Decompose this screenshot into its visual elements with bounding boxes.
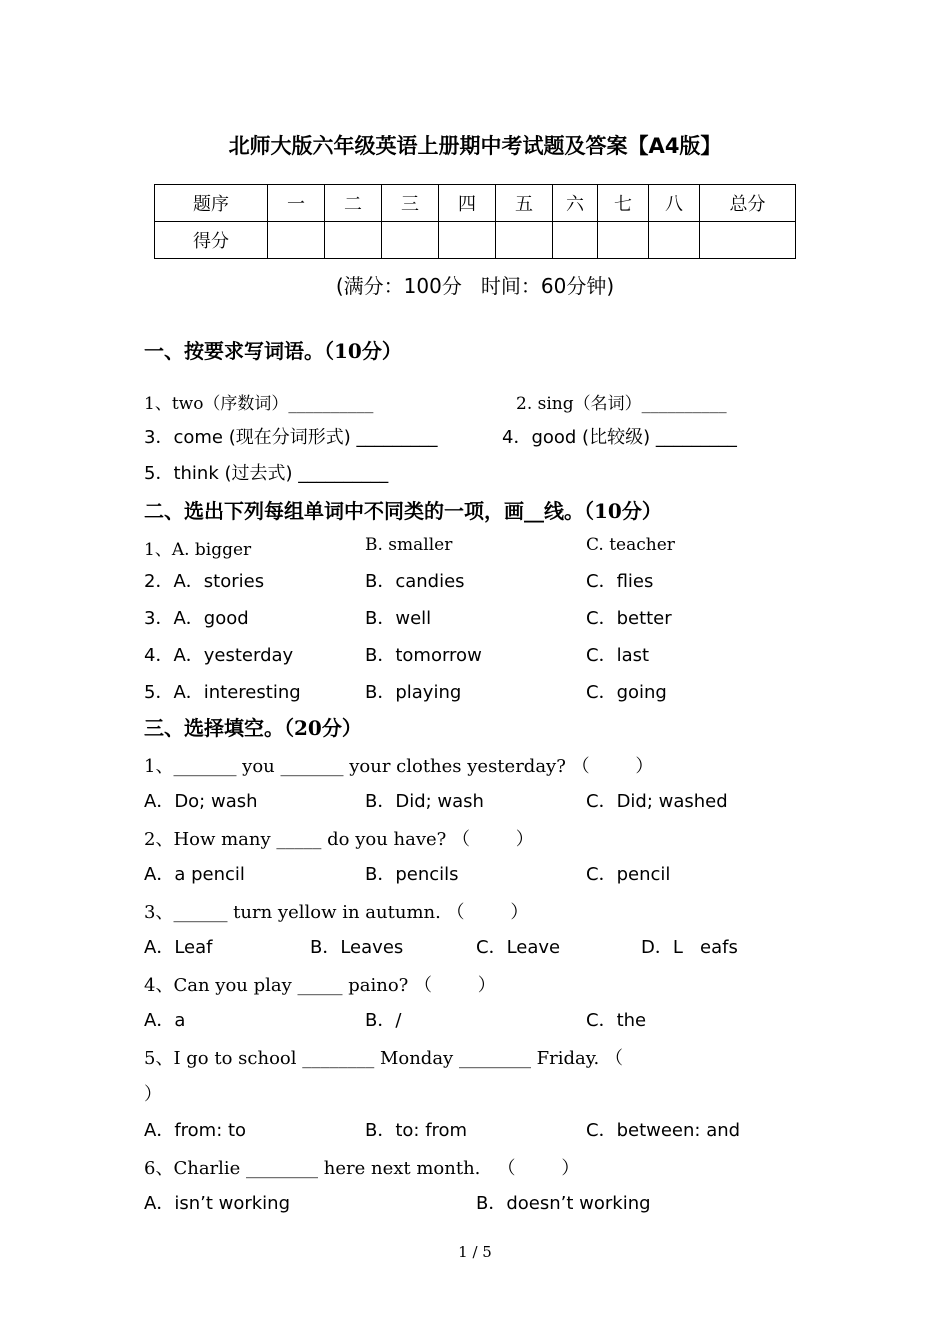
score-table-cell: 题序	[155, 185, 268, 222]
s3-q5-option-c: C．between: and	[586, 1120, 741, 1141]
score-table-cell: 二	[325, 185, 382, 222]
s3-q3-option-c: C．Leave	[476, 937, 561, 958]
s2-row-5-b: B．playing	[365, 682, 462, 703]
s3-question-6: 6、Charlie ________ here next month. （ ）	[144, 1158, 580, 1179]
s2-row-5-a: 5．A．interesting	[144, 682, 301, 703]
s1-question-2: 2. sing（名词）__________	[516, 394, 727, 414]
s3-q1-option-c: C．Did; washed	[586, 791, 728, 812]
s2-row-3-c: C．better	[586, 608, 672, 629]
s2-row-2-a: 2．A．stories	[144, 571, 265, 592]
score-table-cell: 总分	[700, 185, 796, 222]
s2-row-1-c: C. teacher	[586, 535, 675, 555]
score-table-cell: 一	[268, 185, 325, 222]
score-cell	[700, 222, 796, 259]
score-table-cell: 五	[496, 185, 553, 222]
score-cell	[553, 222, 598, 259]
score-cell	[382, 222, 439, 259]
s3-q5-option-b: B．to: from	[365, 1120, 468, 1141]
s2-row-4-a: 4．A．yesterday	[144, 645, 294, 666]
s2-row-1-b: B. smaller	[365, 535, 453, 555]
s2-row-2-b: B．candies	[365, 571, 465, 592]
s2-row-1-a: 1、A. bigger	[144, 540, 252, 560]
score-row-label: 得分	[155, 222, 268, 259]
s3-q1-option-b: B．Did; wash	[365, 791, 484, 812]
s3-q2-option-b: B．pencils	[365, 864, 459, 885]
s3-q4-option-c: C．the	[586, 1010, 647, 1031]
score-table-cell: 三	[382, 185, 439, 222]
s3-question-3: 3、______ turn yellow in autumn. （ ）	[144, 902, 529, 923]
score-table-cell: 七	[598, 185, 649, 222]
s2-row-4-b: B．tomorrow	[365, 645, 482, 666]
section-2-title: 二、选出下列每组单词中不同类的一项，画__线。（10分）	[144, 499, 662, 523]
s3-q1-option-a: A．Do; wash	[144, 791, 258, 812]
score-table-cell: 八	[649, 185, 700, 222]
s3-q2-option-a: A．a pencil	[144, 864, 245, 885]
score-table	[154, 184, 796, 259]
s3-q4-option-b: B．/	[365, 1010, 402, 1031]
s1-question-4: 4．good (比较级) _________	[502, 427, 737, 448]
s3-q4-option-a: A．a	[144, 1010, 186, 1031]
s2-row-2-c: C．flies	[586, 571, 654, 592]
s3-q5-option-a: A．from: to	[144, 1120, 247, 1141]
s3-q6-option-a: A．isn’t working	[144, 1193, 290, 1214]
score-table-cell: 六	[553, 185, 598, 222]
score-time-note: (满分：100分 时间：60分钟)	[335, 274, 615, 298]
s3-q3-option-d: D．L eafs	[641, 937, 738, 958]
s2-row-4-c: C．last	[586, 645, 650, 666]
score-table-cell: 四	[439, 185, 496, 222]
score-table-score-row	[155, 222, 796, 259]
s3-question-5: 5、I go to school ________ Monday ________ Friday. （	[144, 1048, 623, 1069]
score-cell	[496, 222, 553, 259]
score-cell	[268, 222, 325, 259]
page-title: 北师大版六年级英语上册期中考试题及答案【A4版】	[228, 134, 722, 158]
score-cell	[598, 222, 649, 259]
page-number: 1 / 5	[458, 1243, 492, 1261]
s3-question-2: 2、How many _____ do you have? （ ）	[144, 829, 534, 850]
section-3-title: 三、选择填空。（20分）	[144, 716, 362, 740]
s3-q3-option-a: A．Leaf	[144, 937, 213, 958]
s1-question-1: 1、two（序数词）__________	[144, 394, 374, 414]
s2-row-3-a: 3．A．good	[144, 608, 249, 629]
s1-question-5: 5．think (过去式) __________	[144, 463, 389, 484]
s2-row-3-b: B．well	[365, 608, 432, 629]
s2-row-5-c: C．going	[586, 682, 667, 703]
score-cell	[649, 222, 700, 259]
s3-question-4: 4、Can you play _____ paino? （ ）	[144, 975, 496, 996]
s3-q6-option-b: B．doesn’t working	[476, 1193, 651, 1214]
s3-q3-option-b: B．Leaves	[310, 937, 404, 958]
s3-question-1: 1、_______ you _______ your clothes yesterday? （ ）	[144, 756, 654, 777]
score-cell	[325, 222, 382, 259]
s3-q2-option-c: C．pencil	[586, 864, 671, 885]
s3-question-5-continued: ）	[144, 1084, 162, 1105]
score-cell	[439, 222, 496, 259]
s1-question-3: 3．come (现在分词形式) _________	[144, 427, 438, 448]
score-table-header-row	[155, 185, 796, 222]
section-1-title: 一、按要求写词语。（10分）	[144, 339, 402, 363]
